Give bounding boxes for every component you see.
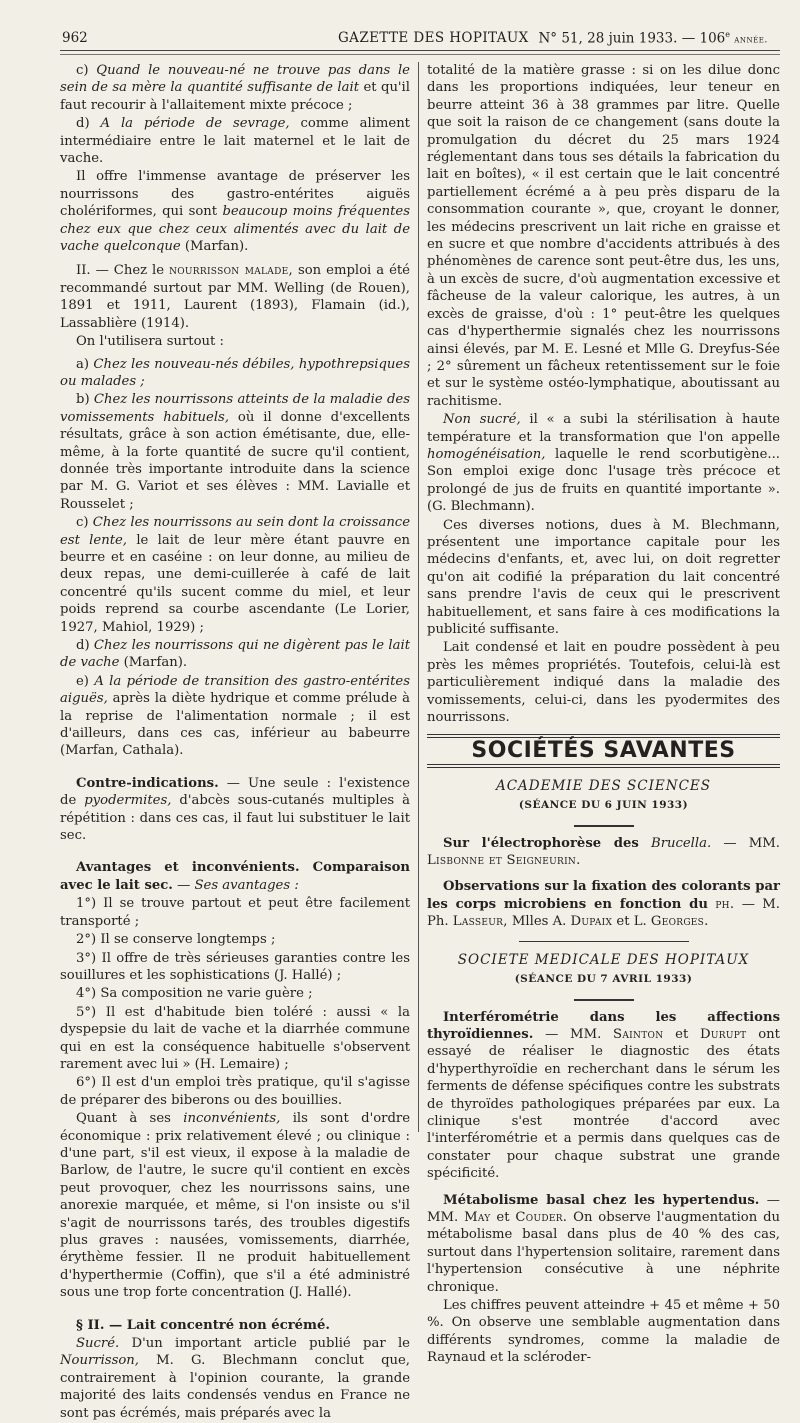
paragraph: Non sucré, il « a subi la stérilisation à haute température et la transformation que l'on appelle homogénéisation, laquelle le rend scorbutigène... Son emploi exige donc l'usage très précoce et prolongé de jus de fruits en quantité importante ». (G. Blechmann).	[427, 412, 780, 515]
paragraph: Observations sur la fixation des colorants par les corps microbiens en fonction du ph. — M. Ph. Lasseur, Mlles A. Dupaix et L. Georges.	[427, 879, 780, 930]
paragraph: c) Quand le nouveau-né ne trouve pas dans le sein de sa mère la quantité suffisante de lait et qu'il faut recourir à l'allaitement mixte précoce ;	[60, 63, 410, 113]
list-item: 5°) Il est d'habitude bien toléré : aussi « la dyspepsie du lait de vache et la diarrhée commune qui en est la conséquence habituelle s'observent rarement avec lui » (H. Lemaire) ;	[60, 1004, 410, 1072]
paragraph: totalité de la matière grasse : si on les dilue donc dans les proportions indiquées, leur teneur en beurre atteint 36 à 38 grammes par litre. Quelle que soit la raison de ce changement (sans doute la promulgation du décret du 25 mars 1924 réglementant dans tous ses détails la fabrication du lait en boîtes), « il est certain que le lait concentré partiellement écrémé a à peu près disparu de la consommation courante », que, croyant le donner, les médecins prescrivent un lait riche en graisse et en sucre et que nombre d'accidents attribués à des phénomènes de carence sont peut-être dus, les uns, à un excès de sucre, d'où augmentation excessive et fâcheuse de la valeur calorique, les autres, à un excès de graisse, d'où : 1° peut-être les quelques cas d'hyperthermie signalés chez les nourrissons ainsi élevés, par M. E. Lesné et Mlle G. Dreyfus-Sée ; 2° sûrement un fâcheux retentissement sur le foie et sur le système ostéo-lymphatique, aboutissant au rachitisme.	[427, 63, 780, 409]
paragraph: a) Chez les nouveau-nés débiles, hypothrepsiques ou malades ;	[60, 356, 410, 389]
left-column	[60, 62, 410, 1423]
section-heading: § II. — Lait concentré non écrémé.	[76, 1317, 330, 1333]
paragraph: Quant à ses inconvénients, ils sont d'ordre économique : prix relativement élevé ; ou clinique : d'une part, s'il est vieux, il expose à la maladie de Barlow, de l'autre, le sucre qu'il contient en excès peut provoquer, chez les nourrissons sains, une anorexie marquée, et même, si l'on insiste ou s'il s'agit de nourrissons tarés, des troubles digestifs plus graves : nausées, vomissements, diarrhée, érythème fessier. Il ne produit habituellement d'hyperthermie (Coffin), que s'il a été administré sous une trop forte concentration (J. Hallé).	[60, 1111, 410, 1301]
paragraph: On l'utilisera surtout :	[76, 334, 224, 350]
header-rule-2	[60, 54, 780, 55]
paragraph: b) Chez les nourrissons atteints de la maladie des vomissements habituels, où il donne d'excellents résultats, grâce à son action émétisante, due, elle-même, à la forte quantité de sucre qu'il contient, donnée très importante introduite dans la science par M. G. Variot et ses élèves : MM. Lavialle et Rousselet ;	[60, 392, 410, 512]
list-item: 6°) Il est d'un emploi très pratique, qu'il s'agisse de préparer des biberons ou des bouillies.	[60, 1075, 410, 1108]
paragraph: Contre-indications. — Une seule : l'existence de pyodermites, d'abcès sous-cutanés multiples à répétition : dans ces cas, il faut lui substituer le lait sec.	[60, 775, 410, 844]
list-item: 4°) Sa composition ne varie guère ;	[76, 986, 313, 1002]
paragraph: Métabolisme basal chez les hypertendus. — MM. May et Couder. On observe l'augmentation du métabolisme basal dans plus de 40 % des cas, surtout dans l'hypertension solitaire, rarement dans l'hypertension consécutive à une néphrite chronique.	[427, 1192, 781, 1295]
session-date: (SÉANCE DU 6 JUIN 1933)	[518, 799, 689, 812]
society-name: SOCIETE MEDICALE DES HOPITAUX	[457, 951, 750, 968]
right-column	[427, 62, 780, 1368]
paragraph: d) A la période de sevrage, comme aliment intermédiaire entre le lait maternel et le lait de vache.	[60, 116, 410, 167]
paragraph: Les chiffres peuvent atteindre + 45 et même + 50 %. On observe une semblable augmentation dans différents syndromes, comme la maladie de Raynaud et la scléroder-	[427, 1298, 780, 1366]
paragraph: Interférométrie dans les affections thyroïdiennes. — MM. Sainton et Durupt ont essayé de réaliser le diagnostic des états d'hyperthyroïdie en recherchant dans le sérum les ferments de défense spécifiques contre les substrats de thyroïdes pathologiques préparées par eux. La clinique s'est montrée d'accord avec l'interférométrie et a permis dans quelques cas de constater pour chaque substrat une grande spécificité.	[427, 1009, 780, 1182]
issue-info: N° 51, 28 juin 1933. — 106e année.	[538, 30, 768, 47]
paragraph: Il offre l'immense avantage de préserver les nourrissons des gastro-entérites aiguës cholériformes, qui sont beaucoup moins fréquentes chez eux que chez ceux alimentés avec du lait de vache quelconque (Marfan).	[60, 169, 410, 255]
section-heading: Contre-indications.	[76, 775, 219, 791]
divider	[574, 825, 634, 827]
section-rule	[427, 764, 780, 768]
paragraph: e) A la période de transition des gastro-entérites aiguës, après la diète hydrique et comme prélude à la reprise de l'alimentation normale ; il est d'ailleurs, dans ces cas, inférieur au babeurre (Marfan, Cathala).	[60, 673, 410, 759]
list-item: 1°) Il se trouve partout et peut être facilement transporté ;	[60, 896, 410, 929]
page-number: 962	[62, 30, 88, 46]
paragraph: Ces diverses notions, dues à M. Blechmann, présentent une importance capitale pour les médecins d'enfants, et, avec lui, on doit regretter qu'on ait codifié la préparation du lait concentré sans prendre l'avis de ceux qui le prescrivent habituellement, et sans faire à ces modifications la publicité suffisante.	[427, 517, 780, 637]
paragraph: II. — Chez le nourrisson malade, son emploi a été recommandé surtout par MM. Welling (de Rouen), 1891 et 1911, Laurent (1893), Flamain (id.), Lassablière (1914).	[60, 263, 410, 331]
paragraph: Sur l'électrophorèse des Brucella. — MM. Lisbonne et Seigneurin.	[427, 835, 780, 869]
journal-title: GAZETTE DES HOPITAUX	[338, 30, 529, 46]
divider	[574, 999, 634, 1001]
section-banner: SOCIÉTÉS SAVANTES	[471, 738, 736, 764]
society-name: ACADEMIE DES SCIENCES	[495, 777, 712, 794]
page-header	[60, 30, 780, 52]
divider	[519, 941, 689, 942]
header-rule	[60, 50, 780, 51]
paragraph: d) Chez les nourrissons qui ne digèrent pas le lait de vache (Marfan).	[60, 638, 410, 671]
section-heading: Avantages et inconvénients. Comparaison avec le lait sec.	[60, 860, 410, 893]
paragraph: c) Chez les nourrissons au sein dont la croissance est lente, le lait de leur mère étant pauvre en beurre et en caséine : on leur donne, au milieu de deux repas, une demi-cuillerée à café de lait concentré qu'ils sucent comme du miel, et leur poids reprend sa courbe ascendante (Le Lorier, 1927, Mahiol, 1929) ;	[60, 515, 410, 635]
column-divider	[418, 62, 419, 1132]
paragraph: Lait condensé et lait en poudre possèdent à peu près les mêmes propriétés. Toutefois, celui-là est particulièrement indiqué dans la maladie des vomissements, celui-ci, dans les pyodermites des nourrissons.	[427, 640, 780, 726]
session-date: (SÉANCE DU 7 AVRIL 1933)	[514, 973, 693, 986]
paragraph: Avantages et inconvénients. Comparaison avec le lait sec. — Ses avantages :	[60, 860, 410, 893]
list-item: 2°) Il se conserve longtemps ;	[76, 932, 276, 948]
list-item: 3°) Il offre de très sérieuses garanties contre les souillures et les sophistications (J. Hallé) ;	[60, 950, 410, 983]
paragraph: Sucré. D'un important article publié par le Nourrisson, M. G. Blechmann conclut que, contrairement à l'opinion courante, la grande majorité des laits condensés vendus en France ne sont pas écrémés, mais préparés avec la	[60, 1336, 410, 1421]
